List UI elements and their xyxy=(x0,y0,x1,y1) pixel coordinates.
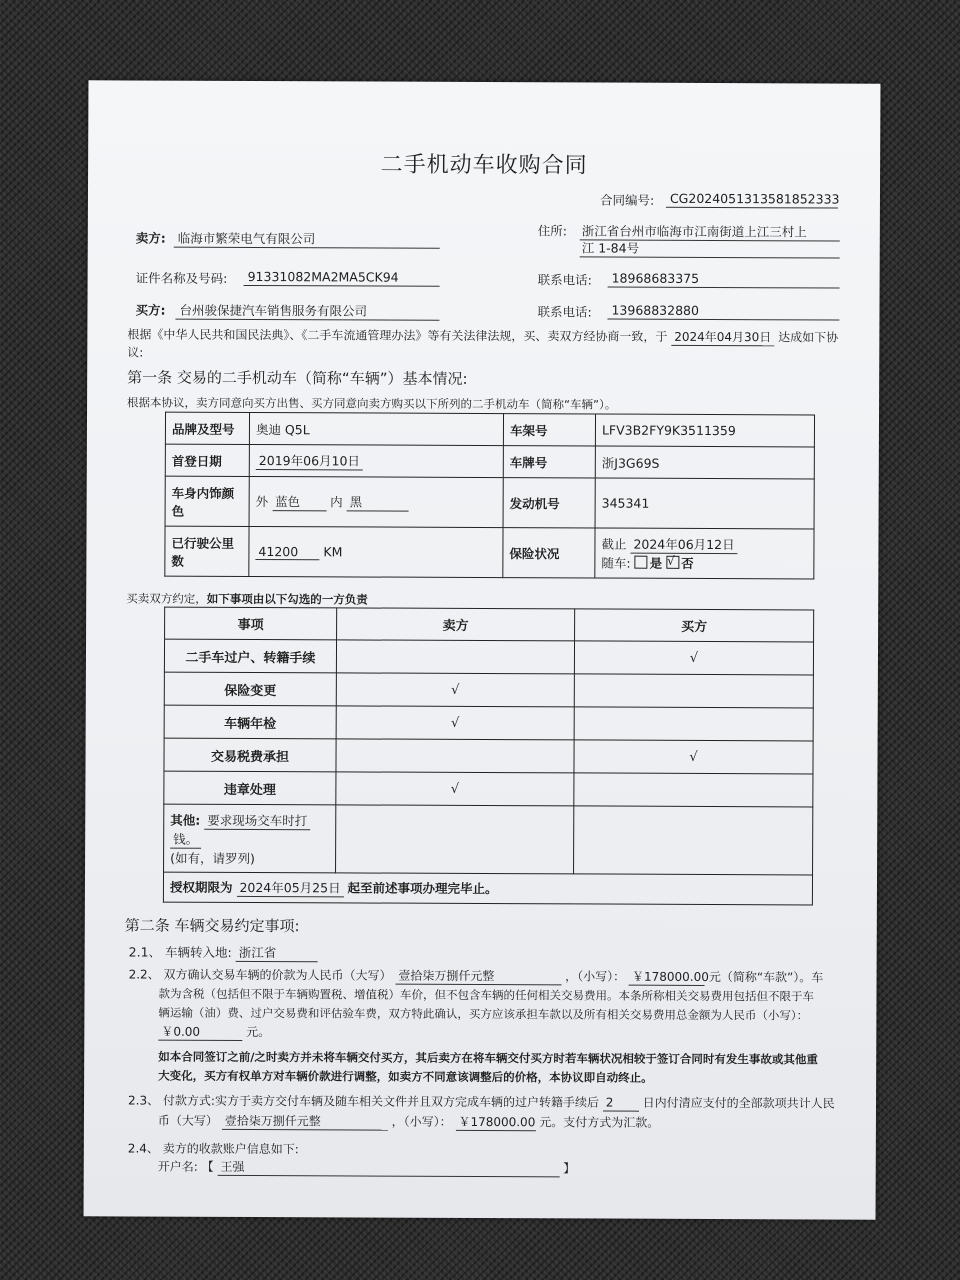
account-name: 王强 xyxy=(217,1159,559,1177)
other-text-2: 钱。 xyxy=(170,829,201,848)
price-upper: 壹拾柒万捌仟元整 xyxy=(395,968,561,986)
page-title: 二手机动车收购合同 xyxy=(380,152,588,179)
article-1-intro: 根据本协议，卖方同意向买方出售、买方同意向卖方购买以下所列的二手机动车（简称“车辆”）。 xyxy=(127,395,617,412)
seller-id-label: 证件名称及号码: xyxy=(135,270,228,286)
other-label: 其他: xyxy=(170,812,201,828)
seller-phone-label: 联系电话: xyxy=(537,272,592,288)
engine-value: 345341 xyxy=(595,478,814,529)
seller-phone: 18968683375 xyxy=(611,270,700,286)
seller-address-line1: 浙江省台州市临海市江南街道上江三村上 xyxy=(581,223,807,240)
row-item: 保险变更 xyxy=(164,672,336,706)
clause-2-2-text: 双方确认交易车辆的价款为人民币（大写） xyxy=(163,967,392,983)
contract-number-label: 合同编号: xyxy=(599,192,655,208)
vin-label: 车架号 xyxy=(503,414,595,446)
destination-value: 浙江省 xyxy=(236,945,318,962)
preamble-text: 根据《中华人民共和国民法典》、《二手车流通管理办法》等有关法律法规，买、卖双方经协商一致，于 xyxy=(127,327,668,344)
account-name-label: 开户名: xyxy=(157,1159,198,1174)
with-car-label: 随车: xyxy=(601,555,631,571)
buyer-cell xyxy=(574,707,813,741)
adjustment-clause-2: 大变化，买方有权单方对车辆价款进行调整，如卖方不同意该调整后的价格，本协议即自动终止。 xyxy=(158,1068,653,1085)
clause-2-4-number: 2.4、 xyxy=(127,1141,159,1156)
other-seller-cell xyxy=(336,805,574,874)
brand-value: 奥迪 Q5L xyxy=(249,412,503,445)
mileage-label-2: 数 xyxy=(171,553,184,569)
agreement-date: 2024年04月30日 xyxy=(671,329,774,346)
contract-number: CG2024051313581852333 xyxy=(669,190,840,207)
fee-amount: ￥0.00 xyxy=(158,1024,242,1041)
row-item: 交易税费承担 xyxy=(164,738,336,772)
clause-2-3-text-3: 币（大写） xyxy=(157,1113,218,1128)
clause-2-2-number: 2.2、 xyxy=(128,967,160,982)
preamble-text-3: 议: xyxy=(127,345,144,360)
price-lower: ￥178000.00 xyxy=(629,969,705,986)
seller-name: 临海市繁荣电气有限公司 xyxy=(177,230,316,247)
seller-id-number: 91331082MA2MA5CK94 xyxy=(247,268,399,285)
col-buyer-header: 买方 xyxy=(575,609,814,642)
row-item: 车辆年检 xyxy=(164,705,336,739)
int-color-value: 黑 xyxy=(347,492,409,511)
plate-label: 车牌号 xyxy=(503,446,595,478)
clause-2-1-label: 车辆转入地: xyxy=(165,944,232,960)
seller-label: 卖方: xyxy=(135,230,166,246)
seller-cell xyxy=(336,739,574,773)
engine-label: 发动机号 xyxy=(503,478,595,528)
adjustment-clause: 如本合同签订之前/之时卖方并未将车辆交付买方，其后卖方在将车辆交付买方时若车辆状况相较于签订合同时有发生事故或其他重 xyxy=(158,1049,818,1067)
ext-color-label: 外 xyxy=(255,494,269,510)
col-seller-header: 卖方 xyxy=(337,608,575,641)
buyer-check: √ xyxy=(574,740,813,774)
clause-2-3-text: 付款方式:实方于卖方交付车辆及随车相关文件并且双方完成车辆的过户转籍手续后 xyxy=(162,1093,600,1110)
row-item: 违章处理 xyxy=(164,771,336,805)
mileage-value: 41200 xyxy=(255,544,319,560)
buyer-cell xyxy=(574,674,813,708)
mileage-unit: KM xyxy=(323,543,343,559)
agreement-intro-bold: 如下事项由以下勾选的一方负责 xyxy=(206,591,368,607)
mileage-label: 已行驶公里 xyxy=(171,535,235,551)
clause-2-4-text: 卖方的收款账户信息如下: xyxy=(162,1141,299,1157)
seller-cell xyxy=(336,640,574,674)
other-hint: (如有，请罗列) xyxy=(170,850,255,866)
auth-suffix: 起至前述事项办理完毕止。 xyxy=(347,880,498,897)
reg-date-value: 2019年06月10日 xyxy=(256,451,363,470)
payment-lower: ￥178000.00 xyxy=(455,1114,535,1131)
yes-label: 是 xyxy=(649,555,663,571)
payment-days: 2 xyxy=(603,1095,639,1112)
agreement-intro: 买卖双方约定， xyxy=(126,591,207,606)
buyer-cell xyxy=(574,773,813,807)
vin-value: LFV3B2FY9K3511359 xyxy=(595,414,814,447)
clause-2-3-text-4: ，（小写）： xyxy=(391,1114,452,1129)
payment-upper: 壹拾柒万捌仟元整 xyxy=(222,1113,388,1131)
responsibility-table xyxy=(163,607,814,906)
preamble-text-2: 达成如下协 xyxy=(778,330,839,345)
clause-2-3-text-2: 日内付清应支付的全部款项共计人民 xyxy=(642,1095,835,1111)
other-text: 要求现场交车时打 xyxy=(204,810,310,829)
auth-label: 授权期限为 xyxy=(169,879,233,895)
clause-2-2-text-3: 元（简称“车款”）。车 xyxy=(708,969,824,985)
seller-address-line2: 江 1-84号 xyxy=(581,240,640,256)
yes-checkbox[interactable] xyxy=(635,556,648,569)
buyer-label: 买方: xyxy=(135,302,166,318)
buyer-phone-label: 联系电话: xyxy=(537,304,592,320)
checkmark-icon: √ xyxy=(667,553,675,568)
no-checkbox[interactable] xyxy=(666,553,679,569)
auth-date: 2024年05月25日 xyxy=(236,878,343,897)
seller-check: √ xyxy=(336,673,574,707)
no-label: 否 xyxy=(681,555,694,571)
clause-2-3-number: 2.3、 xyxy=(128,1093,160,1108)
color-label-2: 色 xyxy=(171,503,185,519)
brand-label: 品牌及型号 xyxy=(165,412,249,444)
other-buyer-cell xyxy=(574,806,813,875)
vehicle-table xyxy=(164,412,815,580)
fee-unit: 元。 xyxy=(246,1024,271,1040)
seller-check: √ xyxy=(336,772,574,806)
row-item: 二手车过户、转籍手续 xyxy=(164,639,336,673)
article-1-heading: 第一条 交易的二手机动车（简称“车辆”）基本情况: xyxy=(127,368,468,388)
insurance-label: 保险状况 xyxy=(503,528,595,578)
plate-value: 浙J3G69S xyxy=(595,446,814,479)
buyer-name: 台州骏保捷汽车销售服务有限公司 xyxy=(179,302,368,319)
int-color-label: 内 xyxy=(330,494,343,510)
col-item-header: 事项 xyxy=(165,607,337,640)
seller-address-label: 住所: xyxy=(537,223,568,239)
clause-2-3-text-5: 元。支付方式为汇款。 xyxy=(539,1115,660,1130)
article-2-heading: 第二条 车辆交易约定事项: xyxy=(124,916,300,936)
insurance-until-date: 2024年06月12日 xyxy=(630,535,737,554)
ext-color-value: 蓝色 xyxy=(272,492,326,511)
color-label: 车身内饰颜 xyxy=(171,485,235,501)
clause-2-2-text-2: ，（小写）： xyxy=(565,969,626,984)
buyer-check: √ xyxy=(574,641,813,675)
buyer-phone: 13968832880 xyxy=(611,302,700,318)
clause-2-2-line2: 款为含税（包括但不限于车辆购置税、增值税）车价，但不包含车辆的任何相关交易费用。本条所称相关交易费用包括但不限于车 xyxy=(158,986,815,1004)
insurance-until-label: 截止 xyxy=(601,536,627,552)
clause-2-2-line3: 辆运输（油）费、过户交易费和评估验车费，双方特此确认，买方应该承担车款以及所有相关交易费用总金额为人民币（小写）： xyxy=(158,1005,809,1023)
contract-paper: 二手机动车收购合同 合同编号: CG2024051313581852333 卖方: 临海市繁荣电气有限公司 住所: 浙江省台州市临海市江南街道上江三村上 江 1-84号 证件名称及号码: 91331082MA2MA5CK94 联系电话: 18968683375 买方: 台州骏保捷汽车销售服务有限公司 联系电话: 13968832880 根据《中华人民共和国民法典》、《二手车流通管理办法》等有关法律法规，买、卖双方经协商一致，于 2024年04月30日 达成如下协 议: 第一条 交易的二手机动车（简称“车辆”）基本情况: 根据本协议，卖方同意向买方出售、买方同意向卖方购买以下所列的二手机动车（简称“车辆”）。 品牌及型号 奥迪 Q5L 车架号 LFV3B2FY9K3511359 首登日期 2019年06月10日 车牌号 浙J3G69S 车身内饰颜 色 外 蓝色 内 黑 发动机号 345341 已行驶公里 数 41200 KM 保险状况 截止 2024年06月12日 随车: 是 √ 否 买卖双方约定，如下事项由以下勾选的一方负责 事项 卖方 买方 二手车过户、转籍手续 √ 保险变更 √ 车辆年检 √ 交易税费承担 √ 违章处理 √ 其他: 要求现场交车时打 钱。 (如有，请罗列) 授权期限为 2024年05月25日 起至前述事项办理完毕止。 第二条 车辆交易约定事项: 2.1、 车辆转入地: 浙江省 2.2、 双方确认交易车辆的价款为人民币（大写） 壹拾柒万捌仟元整 ，（小写）： ￥178000.00 元（简称“车款”）。车 款为含税（包括但不限于车辆购置税、增值税）车价，但不包含车辆的任何相关交易费用。本条所称相关交易费用包括但不限于车 辆运输（油）费、过户交易费和评估验车费，双方特此确认，买方应该承担车款以及所有相关交易费用总金额为人民币（小写）： ￥0.00 元。 如本合同签订之前/之时卖方并未将车辆交付买方，其后卖方在将车辆交付买方时若车辆状况相较于签订合同时有发生事故或其他重 大变化，买方有权单方对车辆价款进行调整，如卖方不同意该调整后的价格，本协议即自动终止。 2.3、 付款方式:实方于卖方交付车辆及随车相关文件并且双方完成车辆的过户转籍手续后 2 日内付清应支付的全部款项共计人民 币（大写） 壹拾柒万捌仟元整 ，（小写）： ￥178000.00 元。支付方式为汇款。 2.4、 卖方的收款账户信息如下: 开户名: 【 王强 】 xyxy=(84,80,881,1219)
seller-check: √ xyxy=(336,706,574,740)
clause-2-1-number: 2.1、 xyxy=(128,944,162,960)
reg-date-label: 首登日期 xyxy=(165,444,249,476)
